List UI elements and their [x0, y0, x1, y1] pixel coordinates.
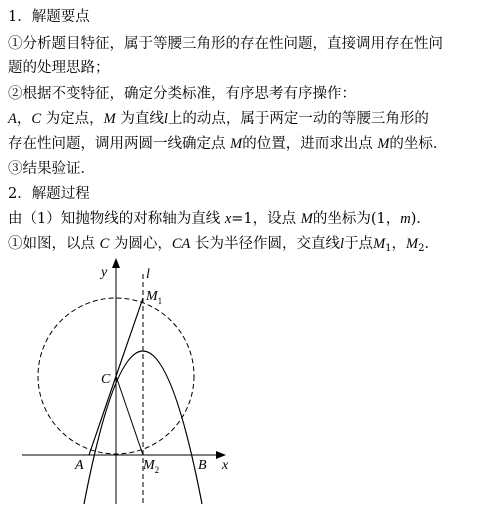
paragraph-1b: 题的处理思路； [8, 60, 110, 76]
text: )． [410, 211, 431, 227]
label-c: C [101, 372, 111, 387]
paragraph-2: ②根据不变特征，确定分类标准，有序思考有序操作： [8, 86, 356, 102]
subscript: 1 [385, 243, 392, 254]
segment-c-a [89, 376, 116, 455]
text: 上的动点，属于两定一动的等腰三角形的 [167, 111, 429, 127]
y-axis-arrow-icon [112, 258, 120, 268]
point-c-text: C [99, 236, 110, 252]
text: 由（1）知抛物线的对称轴为直线 [8, 211, 225, 227]
text: 为定点， [41, 111, 104, 127]
text: 的坐标为(1， [312, 211, 401, 227]
point-m1-text: M [373, 236, 386, 252]
text: 于点 [344, 236, 374, 252]
step-1 [8, 209, 431, 229]
section1-heading: 1．解题要点 [8, 9, 90, 25]
text: 的位置，进而求出点 [242, 136, 378, 152]
text: 存在性问题，调用两圆一线确定点 [8, 136, 231, 152]
paragraph-5: ③结果验证． [8, 161, 95, 177]
step-2 [8, 234, 439, 259]
label-x: x [222, 458, 229, 473]
label-l: l [146, 267, 150, 282]
segment-ca-text: CA [171, 236, 191, 252]
subscript: 2 [418, 243, 425, 254]
point-m-text: M [377, 136, 390, 152]
point-a-text: A [8, 111, 17, 127]
segment-c-m2 [116, 376, 143, 455]
var-m-text: m [400, 211, 411, 227]
text: ． [424, 236, 439, 252]
var-x-text: x [224, 211, 232, 227]
text: 长为半径作圆，交直线 [190, 236, 341, 252]
text: 为圆心， [109, 236, 172, 252]
text: =1，设点 [231, 211, 301, 227]
separator: ， [391, 236, 407, 252]
segment-c-m1 [116, 298, 143, 376]
label-m1: $M_1$ [146, 289, 163, 306]
label-a: A [75, 458, 84, 473]
separator: ， [16, 111, 32, 127]
line-l-text: l [163, 111, 168, 127]
paragraph-1a: ①分析题目特征，属于等腰三角形的存在性问题，直接调用存在性问 [8, 36, 443, 52]
paragraph-3 [8, 109, 429, 129]
geometry-figure [0, 258, 260, 508]
section2-heading: 2．解题过程 [8, 186, 90, 202]
text: 的坐标． [389, 136, 448, 152]
point-m-text: M [103, 111, 116, 127]
label-b: B [198, 458, 207, 473]
point-m-text: M [300, 211, 313, 227]
point-m2-text: M [406, 236, 419, 252]
point-m-text: M [230, 136, 243, 152]
line-l-text: l [340, 236, 345, 252]
point-c-text: C [31, 111, 42, 127]
label-y: y [101, 265, 108, 280]
paragraph-4 [8, 134, 447, 154]
text: 为直线 [115, 111, 164, 127]
label-m2: $M_2$ [143, 458, 160, 475]
text: ①如图，以点 [8, 236, 100, 252]
